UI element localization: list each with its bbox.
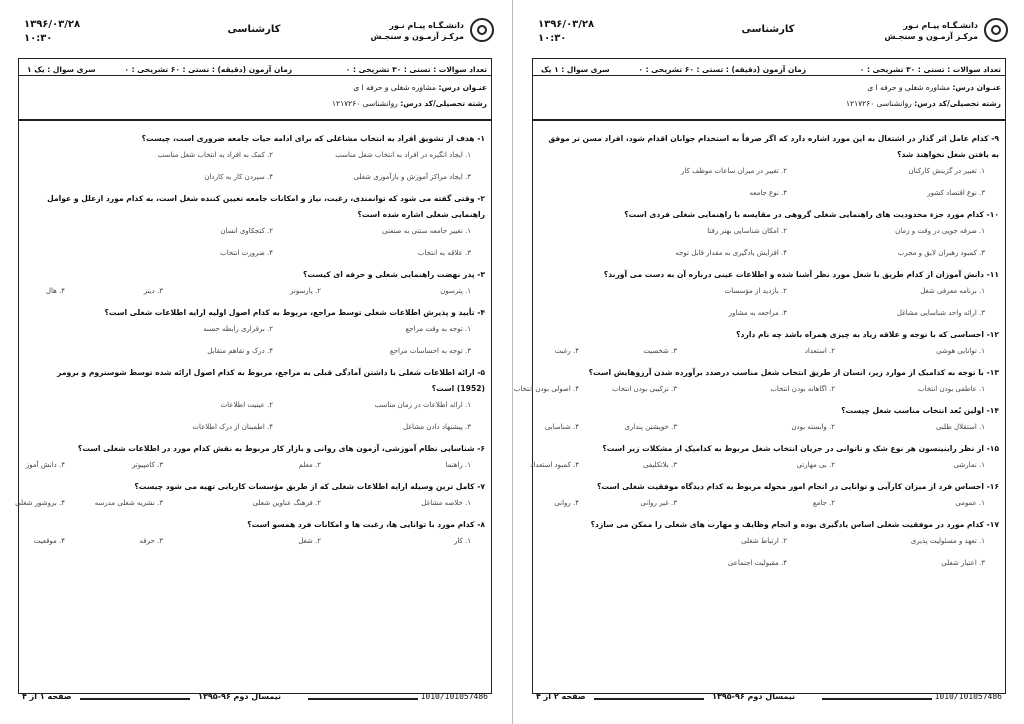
answer-option[interactable]: ۱. نمارشی — [953, 461, 985, 469]
course-title — [353, 83, 487, 92]
question-text: ۱۵- از نظر راینینسون هر نوع شک و ناتوانی در جریان انتخاب شغل مربوط به کدامیک از مشکلات زیر است؟ — [602, 444, 999, 453]
footer-rule-right — [822, 698, 932, 700]
answer-option[interactable]: ۱. توجه به وقت مراجع — [405, 325, 471, 333]
page-number: صفحه ۲ از ۴ — [536, 692, 586, 701]
exam-frame — [15, 58, 492, 694]
question-text: ۱۶- احساس فرد از میزان کارآیی و توانایی در انجام امور محوله مربوط به کدام دیدگاه موفقیت شغلی است؟ — [596, 482, 999, 491]
exam-code: 1010/101057486 — [934, 692, 1002, 701]
exam-duration: زمان آزمون (دقیقه) : تستی : ۶۰ تشریحی : ۰ — [124, 65, 293, 74]
answer-option[interactable]: ۱. پترسون — [440, 287, 471, 295]
answer-options — [29, 321, 485, 365]
exam-duration: زمان آزمون (دقیقه) : تستی : ۶۰ تشریحی : ۰ — [638, 65, 807, 74]
exam-code: 1010/101057486 — [420, 692, 488, 701]
exam-page-1 — [6, 8, 502, 714]
answer-option[interactable]: ۴. افزایش یادگیری به مقدار قابل توجه — [675, 249, 787, 257]
exam-term: نیمسال دوم ۹۶-۱۳۹۵ — [198, 692, 281, 701]
answer-option[interactable]: ۲. ارتباط شغلی — [741, 537, 787, 545]
question-text: ۹- کدام عامل اثر گذار در اشتغال به این مورد اشاره دارد که اگر صرفاً به استخدام جوانان اقدام شود، افراد مسن تر موفق به یافتن شغل نخواهند شد؟ — [548, 134, 999, 159]
answer-option[interactable]: ۴. رغبت — [554, 347, 579, 355]
answer-option[interactable]: ۲. عینیت اطلاعات — [220, 401, 273, 409]
answer-option[interactable]: ۳. خویشتن پنداری — [624, 423, 677, 431]
answer-option[interactable]: ۳. شخصیت — [643, 347, 677, 355]
answer-options — [543, 343, 999, 365]
answer-option[interactable]: ۱. تغییر در گزینش کارکنان — [908, 167, 985, 175]
question-text: ۱۳- با توجه به کدامیک از موارد زیر، انسان از طریق انتخاب شغل مناسب درصدد برآورده شدن آرزوهایش است؟ — [588, 368, 999, 377]
answer-option[interactable]: ۲. پارسونز — [290, 287, 321, 295]
answer-option[interactable]: ۲. معلم — [298, 461, 321, 469]
answer-option[interactable]: ۴. موقعیت — [33, 537, 65, 545]
footer-rule-left — [80, 698, 190, 700]
answer-option[interactable]: ۱. کار — [453, 537, 471, 545]
answer-options — [543, 419, 999, 441]
header-divider — [19, 75, 491, 76]
assessment-center: مرکـز آزمـون و سنجـش — [884, 32, 978, 41]
answer-options — [15, 495, 485, 517]
question-text: ۸- کدام مورد با توانایی ها، رغبت ها و امکانات فرد همسو است؟ — [247, 520, 485, 529]
field-code — [846, 99, 1001, 108]
exam-term: نیمسال دوم ۹۶-۱۳۹۵ — [712, 692, 795, 701]
page-footer — [532, 692, 1006, 706]
answer-options — [29, 283, 485, 305]
answer-option[interactable]: ۳. دیتز — [143, 287, 163, 295]
exam-page-2 — [513, 8, 1016, 714]
answer-option[interactable]: ۱. تغییر جامعه سنتی به صنعتی — [382, 227, 471, 235]
question-text: ۶- شناسایی نظام آموزشی، آزمون های روانی و بازار کار مربوط به نقش کدام مورد در اطلاعات شغلی است؟ — [77, 444, 485, 453]
answer-option[interactable]: ۱. استقلال طلبی — [935, 423, 985, 431]
answer-option[interactable]: ۴. اطمینان از درک اطلاعات — [192, 423, 273, 431]
exam-header — [19, 63, 491, 119]
header-bottom-divider — [533, 119, 1005, 121]
answer-option[interactable]: ۴. اصولی بودن انتخاب — [513, 385, 579, 393]
question-text: ۳- پدر نهضت راهنمایی شغلی و حرفه ای کیست؟ — [302, 270, 485, 279]
answer-option[interactable]: ۴. سپردن کار به کاردان — [204, 173, 273, 181]
answer-option[interactable]: ۲. تغییر در میزان ساعات موظف کار — [681, 167, 787, 175]
answer-options — [543, 533, 999, 577]
question-text: ۱۱- دانش آموزان از کدام طریق با شغل مورد نظر آشنا شده و اطلاعات عینی درباره آن به دست می آورند؟ — [603, 270, 999, 279]
question-series: سری سوال : ۱ یک — [541, 65, 610, 74]
answer-option[interactable]: ۱. صرفه جویی در وقت و زمان — [895, 227, 985, 235]
question-count: تعداد سوالات : تستی : ۳۰ تشریحی : ۰ — [859, 65, 1001, 74]
answer-option[interactable]: ۱. عمومی — [955, 499, 985, 507]
exam-date: ۱۳۹۶/۰۳/۲۸ — [538, 19, 595, 30]
field-code — [332, 99, 487, 108]
course-title-value: مشاوره شغلی و حرفه ا ی — [867, 83, 953, 92]
page-separator — [512, 0, 513, 724]
university-logo-icon — [984, 18, 1008, 42]
answer-options — [530, 457, 999, 479]
exam-header — [533, 63, 1005, 119]
answer-option[interactable]: ۱. توانایی هوشی — [936, 347, 985, 355]
question-text: ۵- ارائه اطلاعات شغلی با داشتن آمادگی قبلی به مراجع، مربوط به کدام اصول ارائه شده توسط شوستروم و برومر (1952) است؟ — [57, 368, 485, 393]
answer-option[interactable]: ۱. ایجاد انگیزه در افراد به انتخاب شغل مناسب — [335, 151, 471, 159]
question-list — [513, 131, 999, 577]
answer-option[interactable]: ۲. کنجکاوی انسان — [220, 227, 273, 235]
answer-options — [25, 457, 485, 479]
question-text: ۲- وقتی گفته می شود که توانمندی، رغبت، نیاز و امکانات جامعه تعیین کننده شغل است، به کدام مورد ازعلل و عوامل راهنمایی شغلی اشاره شده است؟ — [47, 194, 485, 219]
university-name: دانشـگـاه پیـام نـور — [903, 21, 978, 30]
exam-time: ۱۰:۳۰ — [24, 33, 53, 44]
header-bottom-divider — [19, 119, 491, 121]
answer-option[interactable]: ۳. بلاتکلیفی — [643, 461, 677, 469]
answer-option[interactable]: ۴. بروشور شغلی — [15, 499, 65, 507]
question-text: ۴- تأیید و پذیرش اطلاعات شغلی توسط مراجع، مربوط به کدام اصول اولیه ارایه اطلاعات شغلی است؟ — [104, 308, 485, 317]
answer-option[interactable]: ۲. جامع — [812, 499, 835, 507]
answer-option[interactable]: ۲. وابسته بودن — [791, 423, 835, 431]
field-code-label: رشته تحصیلی/کد درس: — [400, 99, 487, 108]
question-text: ۱۴- اولین بُعد انتخاب مناسب شغل چیست؟ — [841, 406, 999, 415]
answer-option[interactable]: ۳. کامپیوتر — [131, 461, 163, 469]
answer-option[interactable]: ۲. امکان شناسایی بهتر رفتا — [707, 227, 787, 235]
header-divider — [533, 75, 1005, 76]
exam-frame — [513, 58, 1006, 694]
answer-option[interactable]: ۳. توجه به احساسات مراجع — [389, 347, 471, 355]
answer-options — [543, 495, 999, 517]
question-text: ۷- کامل ترین وسیله ارایه اطلاعات شغلی که از طریق مؤسسات کاریابی تهیه می شود چیست؟ — [134, 482, 485, 491]
page-top-bar — [520, 8, 1016, 52]
answer-option[interactable]: ۲. شغل — [298, 537, 321, 545]
answer-option[interactable]: ۲. کمک به افراد به انتخاب شغل مناسب — [157, 151, 273, 159]
question-text: ۱- هدف از تشویق افراد به انتخاب مشاغلی که برای ادامه حیات جامعه ضروری است، چیست؟ — [141, 134, 485, 143]
answer-option[interactable]: ۱. راهنما — [445, 461, 471, 469]
answer-option[interactable]: ۳. حرفه — [139, 537, 163, 545]
answer-option[interactable]: ۳. اعتبار شغلی — [941, 559, 985, 567]
answer-option[interactable]: ۴. شناسایی — [544, 423, 579, 431]
university-name-block — [885, 20, 978, 42]
answer-option[interactable]: ۳. نوع اقتصاد کشور — [927, 189, 985, 197]
answer-option[interactable]: ۲. بی مهارتی — [796, 461, 835, 469]
degree-level: کارشناسی — [227, 24, 281, 35]
answer-option[interactable]: ۳. علاقه به انتخاب — [417, 249, 471, 257]
answer-option[interactable]: ۳. پیشنهاد دادن مشاغل — [403, 423, 471, 431]
answer-option[interactable]: ۴. دانش آموز — [25, 461, 65, 469]
answer-option[interactable]: ۲. بازدید از مؤسسات — [724, 287, 787, 295]
answer-option[interactable]: ۴. نوع جامعه — [749, 189, 787, 197]
answer-option[interactable]: ۴. هال — [45, 287, 65, 295]
question-text: ۱۰- کدام مورد جزء محدودیت های راهنمایی شغلی گروهی در مقایسه با راهنمایی شغلی فردی است؟ — [624, 210, 999, 219]
field-code-value: روانشناسی ۱۲۱۷۲۶۰ — [846, 99, 915, 108]
university-name-block — [371, 20, 464, 42]
footer-rule-right — [308, 698, 418, 700]
exam-date: ۱۳۹۶/۰۳/۲۸ — [24, 19, 81, 30]
answer-options — [29, 533, 485, 555]
answer-option[interactable]: ۱. عاطفی بودن انتخاب — [918, 385, 985, 393]
answer-option[interactable]: ۴. ضرورت انتخاب — [220, 249, 273, 257]
degree-level: کارشناسی — [741, 24, 795, 35]
answer-option[interactable]: ۳. ارائه واحد شناسایی مشاغل — [896, 309, 985, 317]
course-title-label: عنـوان درس: — [438, 83, 487, 92]
answer-options — [543, 163, 999, 207]
question-text: ۱۷- کدام مورد در موفقیت شغلی اساس یادگیری بوده و انجام وظایف و مهارت های شغلی را ممکن می سازد؟ — [590, 520, 999, 529]
answer-option[interactable]: ۴. روانی — [554, 499, 579, 507]
exam-time: ۱۰:۳۰ — [538, 33, 567, 44]
answer-option[interactable]: ۲. اگاهانه بودن انتخاب — [770, 385, 835, 393]
assessment-center: مرکـز آزمـون و سنجـش — [370, 32, 464, 41]
answer-option[interactable]: ۴. مراجعه به مشاور — [728, 309, 787, 317]
answer-option[interactable]: ۴. مقبولیت اجتماعی — [727, 559, 787, 567]
question-count: تعداد سوالات : تستی : ۳۰ تشریحی : ۰ — [345, 65, 487, 74]
answer-option[interactable]: ۴. کمبود استعداد — [530, 461, 579, 469]
answer-option[interactable]: ۳. غیر روانی — [640, 499, 677, 507]
answer-options — [543, 283, 999, 327]
answer-option[interactable]: ۴. درک و تفاهم متقابل — [207, 347, 273, 355]
answer-option[interactable]: ۳. ایجاد مراکز آموزش و بازآموزی شغلی — [353, 173, 471, 181]
answer-option[interactable]: ۲. فرهنگ عناوین شغلی — [252, 499, 321, 507]
course-title — [867, 83, 1001, 92]
page-top-bar — [6, 8, 502, 52]
question-list — [15, 131, 485, 555]
answer-option[interactable]: ۳. نشریه شغلی مدرسه — [94, 499, 163, 507]
answer-options — [513, 381, 999, 403]
answer-option[interactable]: ۱. ارائه اطلاعات در زمان مناسب — [374, 401, 471, 409]
answer-options — [543, 223, 999, 267]
answer-options — [29, 223, 485, 267]
course-title-label: عنـوان درس: — [952, 83, 1001, 92]
answer-option[interactable]: ۲. برقراری رابطه حسنه — [203, 325, 273, 333]
page-footer — [18, 692, 492, 706]
university-logo-icon — [470, 18, 494, 42]
field-code-value: روانشناسی ۱۲۱۷۲۶۰ — [332, 99, 401, 108]
answer-options — [29, 397, 485, 441]
page-number: صفحه ۱ از ۴ — [22, 692, 72, 701]
field-code-label: رشته تحصیلی/کد درس: — [914, 99, 1001, 108]
answer-option[interactable]: ۳. ترکیبی بودن انتخاب — [612, 385, 677, 393]
answer-option[interactable]: ۱. تعهد و مسئولیت پذیری — [910, 537, 985, 545]
question-text: ۱۲- احساسی که با توجه و علاقه زیاد به چیزی همراه باشد چه نام دارد؟ — [736, 330, 999, 339]
answer-options — [29, 147, 485, 191]
answer-option[interactable]: ۳. کمبود رهبران لایق و مجرب — [897, 249, 985, 257]
footer-rule-left — [594, 698, 704, 700]
university-name: دانشـگـاه پیـام نـور — [389, 21, 464, 30]
answer-option[interactable]: ۱. خلاصه مشاغل — [421, 499, 471, 507]
course-title-value: مشاوره شغلی و حرفه ا ی — [353, 83, 439, 92]
answer-option[interactable]: ۲. استعداد — [804, 347, 835, 355]
question-series: سری سوال : یک ۱ — [27, 65, 96, 74]
answer-option[interactable]: ۱. برنامه معرفی شغل — [920, 287, 985, 295]
